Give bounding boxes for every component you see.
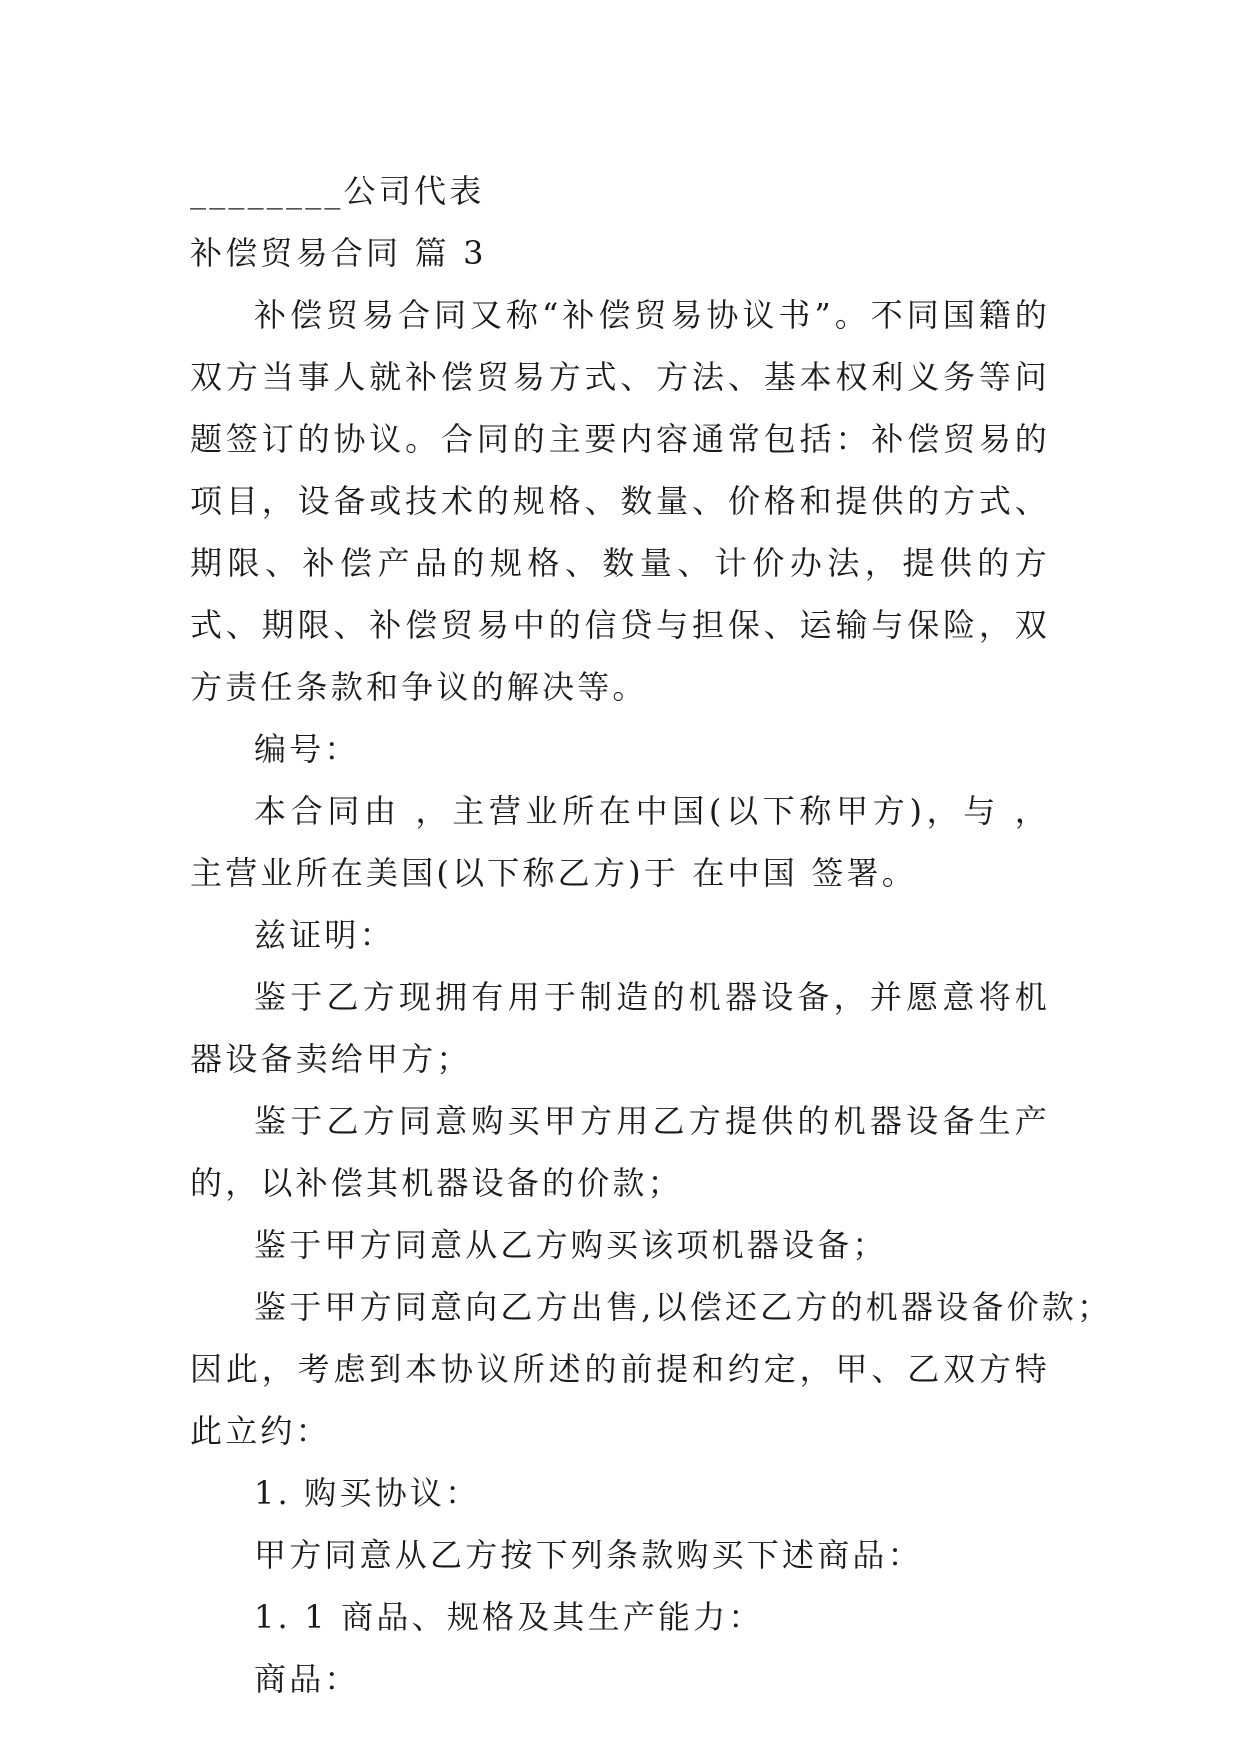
clause-1-1-heading: 1. 1 商品、规格及其生产能力： <box>254 1598 764 1636</box>
company-representative-line: ________公司代表 <box>190 172 485 210</box>
recital-3: 鉴于甲方同意从乙方购买该项机器设备； <box>254 1226 888 1264</box>
document-body <box>190 160 1113 1710</box>
number-label: 编号： <box>254 730 360 768</box>
witness-label: 兹证明： <box>254 916 395 954</box>
clause-1-heading: 1. 购买协议： <box>254 1474 481 1512</box>
recital-2: 鉴于乙方同意购买甲方用乙方提供的机器设备生产的，以补偿其机器设备的价款； <box>190 1102 1050 1202</box>
section-title: 补偿贸易合同 篇 3 <box>190 234 487 272</box>
recital-1: 鉴于乙方现拥有用于制造的机器设备，并愿意将机器设备卖给甲方； <box>190 978 1050 1078</box>
clause-1-text: 甲方同意从乙方按下列条款购买下述商品： <box>254 1536 923 1574</box>
goods-label: 商品： <box>254 1660 360 1698</box>
recital-4: 鉴于甲方同意向乙方出售,以偿还乙方的机器设备价款； <box>254 1288 1113 1326</box>
intro-paragraph: 补偿贸易合同又称“补偿贸易协议书”。不同国籍的双方当事人就补偿贸易方式、方法、基本权利义务等问题签订的协议。合同的主要内容通常包括：补偿贸易的项目，设备或技术的规格、数量、价格和提供的方式、期限、补偿产品的规格、数量、计价办法，提供的方式、期限、补偿贸易中的信贷与担保、运输与保险，双方责任条款和争议的解决等。 <box>190 296 1050 706</box>
agreement-paragraph: 因此，考虑到本协议所述的前提和约定，甲、乙双方特此立约： <box>190 1350 1050 1450</box>
parties-paragraph: 本合同由 ，主营业所在中国(以下称甲方)，与 ，主营业所在美国(以下称乙方)于 在中国 签署。 <box>190 792 1050 892</box>
